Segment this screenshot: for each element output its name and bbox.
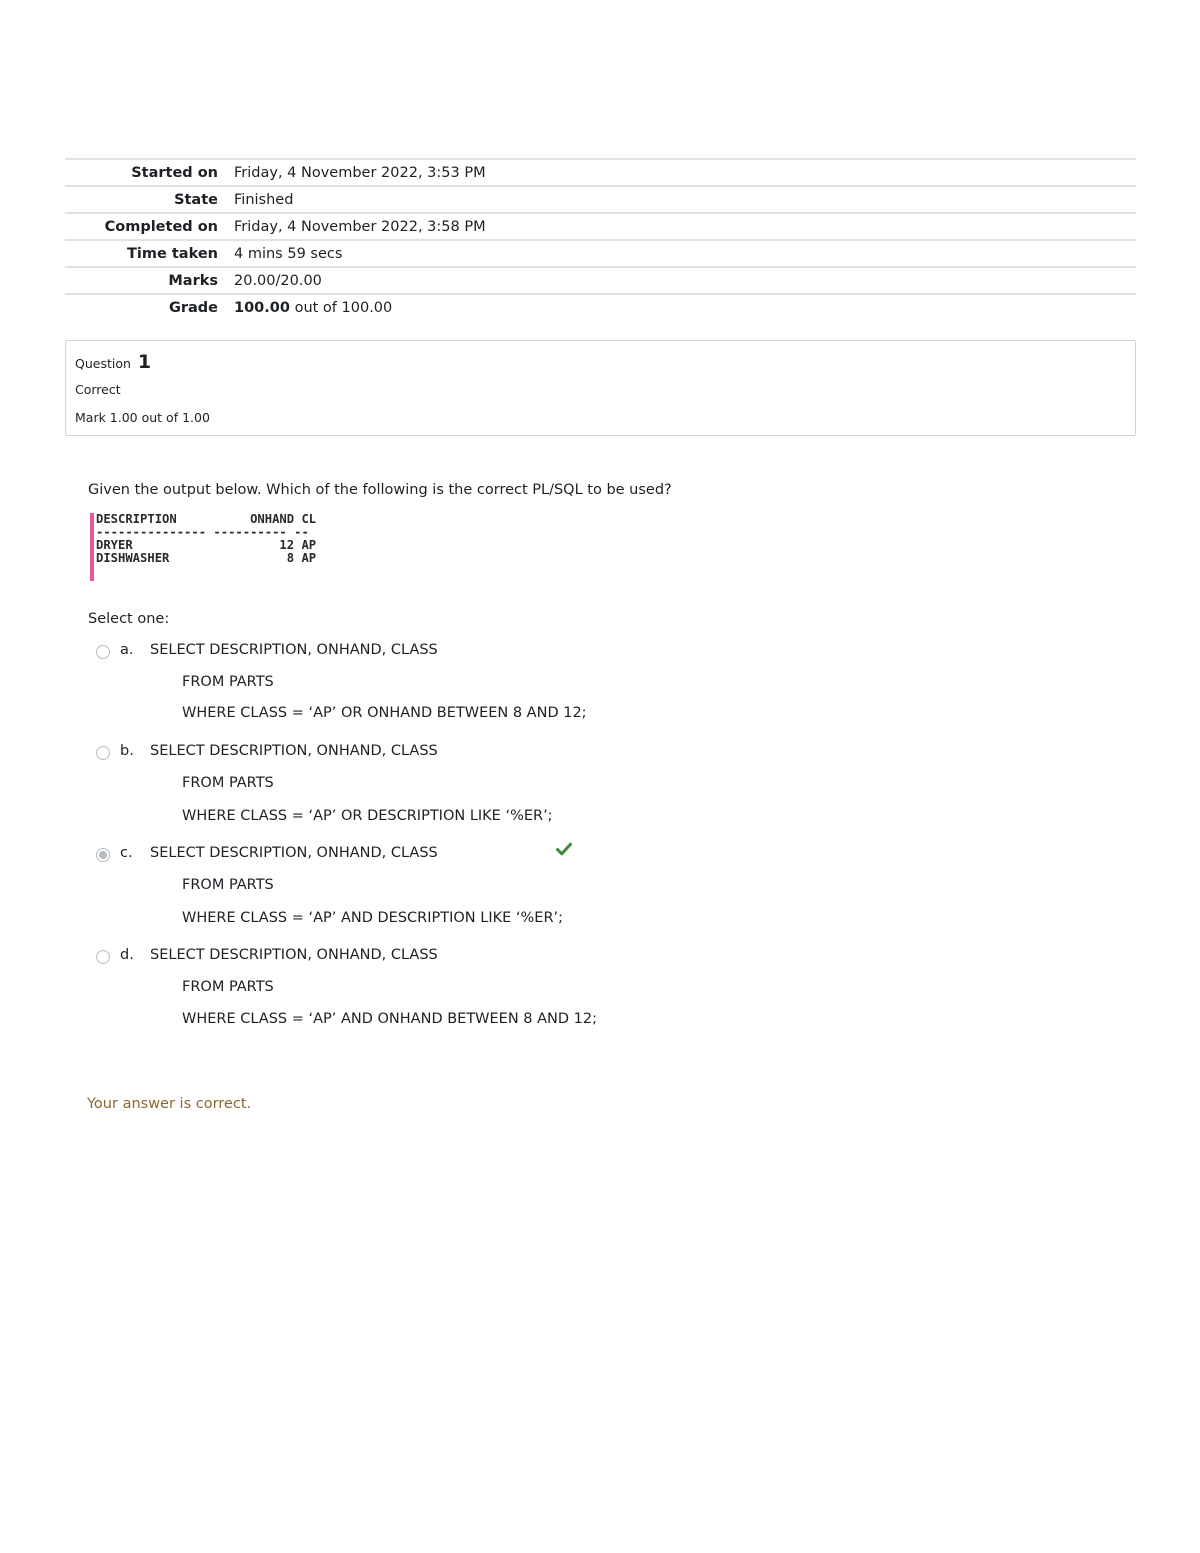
summary-row-time-taken <box>65 240 1136 267</box>
summary-value: Finished <box>234 186 1136 213</box>
summary-row-completed <box>65 213 1136 240</box>
radio-button[interactable] <box>96 645 110 659</box>
summary-row-started <box>65 159 1136 186</box>
option-line: FROM PARTS <box>182 775 274 791</box>
summary-value: Friday, 4 November 2022, 3:58 PM <box>234 213 1136 240</box>
option-line: WHERE CLASS = ‘AP’ OR ONHAND BETWEEN 8 AND 12; <box>182 705 587 721</box>
attempt-summary-table <box>65 158 1136 320</box>
option-letter: b. <box>120 743 134 759</box>
summary-value: Friday, 4 November 2022, 3:53 PM <box>234 159 1136 186</box>
radio-button[interactable] <box>96 950 110 964</box>
summary-label: Grade <box>65 294 234 320</box>
question-label: Question <box>75 356 131 371</box>
option-line: FROM PARTS <box>182 877 274 893</box>
option-line: SELECT DESCRIPTION, ONHAND, CLASS <box>150 845 438 861</box>
question-info-box <box>65 340 1136 436</box>
radio-button[interactable] <box>96 746 110 760</box>
option-letter: d. <box>120 947 134 963</box>
query-output-image <box>90 513 316 581</box>
radio-button-selected[interactable] <box>96 848 110 862</box>
summary-label: State <box>65 186 234 213</box>
question-number <box>75 351 151 373</box>
question-state: Correct <box>75 382 121 397</box>
option-line: SELECT DESCRIPTION, ONHAND, CLASS <box>150 947 438 963</box>
summary-label: Completed on <box>65 213 234 240</box>
summary-label: Started on <box>65 159 234 186</box>
option-line: WHERE CLASS = ‘AP’ AND DESCRIPTION LIKE ‘%ER’; <box>182 910 564 926</box>
option-line: WHERE CLASS = ‘AP’ AND ONHAND BETWEEN 8 AND 12; <box>182 1011 598 1027</box>
summary-value: 20.00/20.00 <box>234 267 1136 294</box>
summary-label: Marks <box>65 267 234 294</box>
summary-row-state <box>65 186 1136 213</box>
summary-row-marks <box>65 267 1136 294</box>
option-line: SELECT DESCRIPTION, ONHAND, CLASS <box>150 642 438 658</box>
grade-value-rest: out of 100.00 <box>289 299 393 316</box>
option-letter: a. <box>120 642 134 658</box>
grade-value-bold: 100.00 <box>234 299 290 316</box>
summary-value: 4 mins 59 secs <box>234 240 1136 267</box>
answer-feedback: Your answer is correct. <box>87 1096 252 1112</box>
option-line: WHERE CLASS = ‘AP’ OR DESCRIPTION LIKE ‘%ER’; <box>182 808 553 824</box>
query-output-text: DESCRIPTION ONHAND CL --------------- ---------- -- DRYER 12 AP DISHWASHER 8 AP <box>96 512 317 565</box>
question-mark: Mark 1.00 out of 1.00 <box>75 410 210 425</box>
check-icon <box>556 841 572 857</box>
summary-row-grade <box>65 294 1136 320</box>
option-line: FROM PARTS <box>182 674 274 690</box>
question-text: Given the output below. Which of the following is the correct PL/SQL to be used? <box>88 482 672 498</box>
option-line: FROM PARTS <box>182 979 274 995</box>
select-one-prompt: Select one: <box>88 611 170 627</box>
option-line: SELECT DESCRIPTION, ONHAND, CLASS <box>150 743 438 759</box>
question-number-value: 1 <box>137 351 152 373</box>
option-letter: c. <box>120 845 133 861</box>
summary-label: Time taken <box>65 240 234 267</box>
summary-value <box>234 294 1136 320</box>
